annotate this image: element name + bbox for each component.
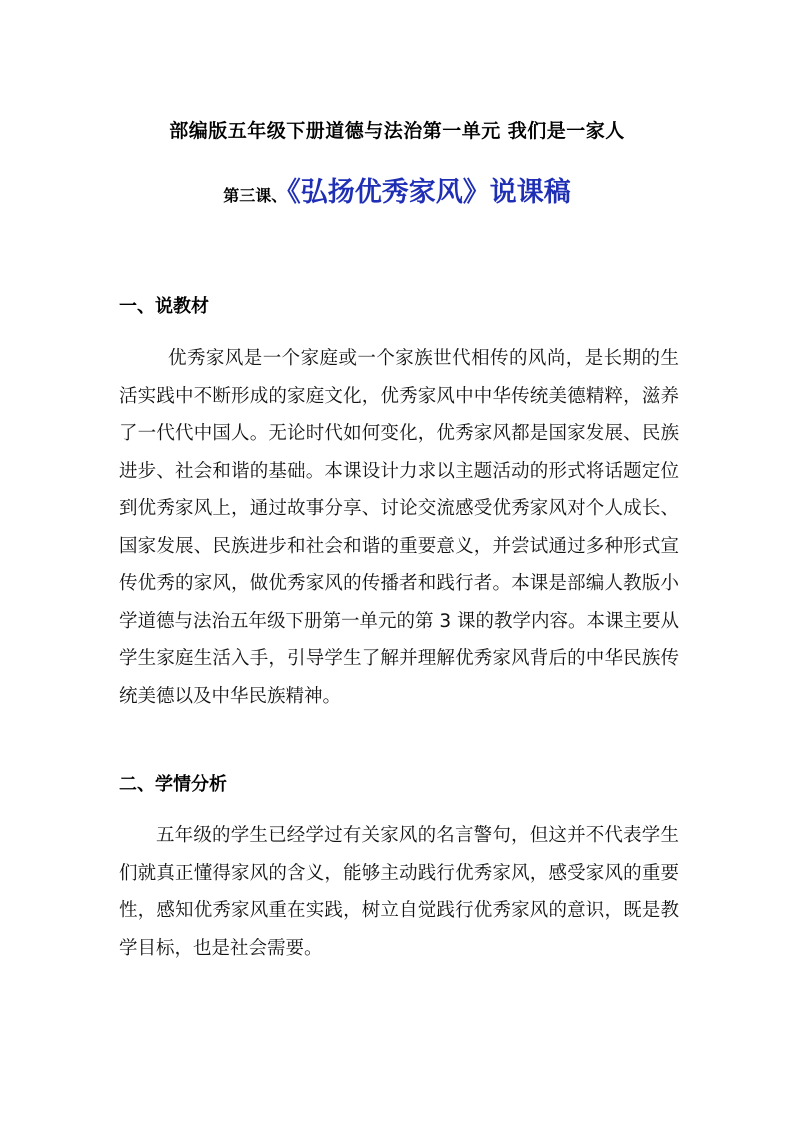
paragraph-line: 学生家庭生活入手，引导学生了解并理解优秀家风背后的中华民族传 — [119, 648, 679, 669]
section-body-learner-analysis — [119, 817, 679, 967]
document-header: 部编版五年级下册道德与法治第一单元 我们是一家人 — [169, 120, 625, 142]
paragraph-line: 们就真正懂得家风的含义，能够主动践行优秀家风，感受家风的重要 — [119, 862, 679, 884]
paragraph-line: 到优秀家风上，通过故事分享、讨论交流感受优秀家风对个人成长、 — [119, 498, 679, 519]
paragraph-line: 了一代代中国人。无论时代如何变化，优秀家风都是国家发展、民族 — [119, 423, 679, 444]
paragraph-line: 性，感知优秀家风重在实践，树立自觉践行优秀家风的意识，既是教 — [119, 900, 679, 921]
paragraph-line: 进步、社会和谐的基础。本课设计力求以主题活动的形式将话题定位 — [119, 460, 679, 482]
paragraph-line: 国家发展、民族进步和社会和谐的重要意义，并尝试通过多种形式宣 — [119, 535, 679, 557]
paragraph-line: 活实践中不断形成的家庭文化，优秀家风中中华传统美德精粹，滋养 — [119, 385, 679, 407]
title-suffix: 说课稿 — [489, 177, 571, 208]
section-body-textbook — [119, 340, 679, 715]
document-title — [0, 172, 794, 217]
paragraph-line: 学目标，也是社会需要。 — [119, 937, 323, 959]
paragraph-line: 优秀家风是一个家庭或一个家族世代相传的风尚，是长期的生 — [168, 348, 679, 369]
paragraph-line: 学道德与法治五年级下册第一单元的第 3 课的教学内容。本课主要从 — [119, 610, 680, 632]
title-prefix: 第三课、 — [223, 186, 288, 205]
title-main: 《弘扬优秀家风》 — [287, 177, 490, 208]
paragraph-line: 统美德以及中华民族精神。 — [119, 685, 342, 707]
section-heading-textbook: 一、说教材 — [119, 296, 209, 317]
paragraph-line: 传优秀的家风，做优秀家风的传播者和践行者。本课是部编人教版小 — [119, 573, 679, 594]
paragraph-line: 五年级的学生已经学过有关家风的名言警句，但这并不代表学生 — [156, 825, 679, 846]
section-heading-learner-analysis: 二、学情分析 — [119, 774, 227, 795]
